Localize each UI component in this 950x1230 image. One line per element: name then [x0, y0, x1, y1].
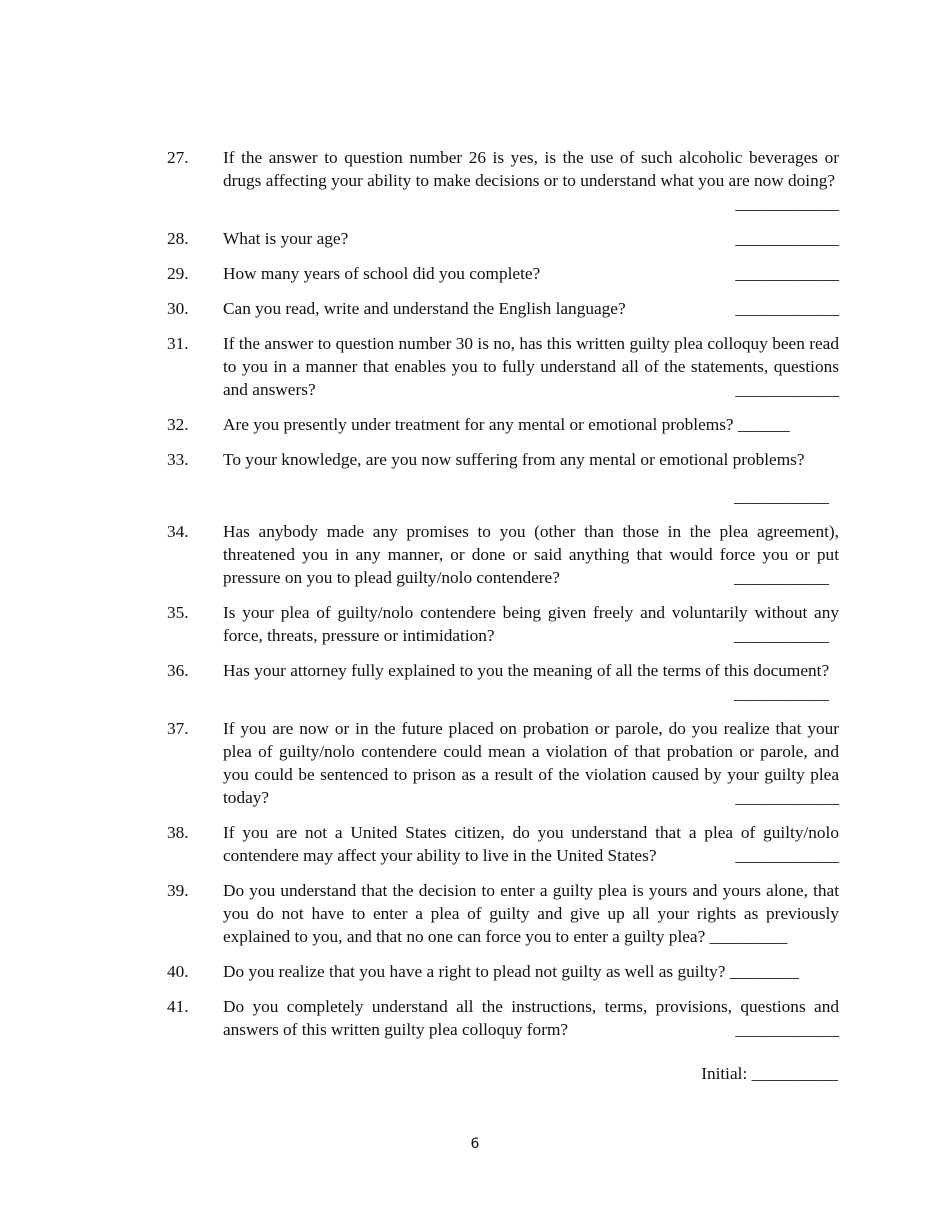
- question-text: If you are now or in the future placed on probation or parole, do you realize that your plea of guilty/nolo contendere could mean a violation of that probation or parole, and you could be sentenced to prison as a result of the violation caused by your guilty plea today?: [223, 719, 839, 807]
- question-text: Is your plea of guilty/nolo contendere being given freely and voluntarily without any force, threats, pressure or intimidation?: [223, 603, 839, 645]
- question-text: If the answer to question number 26 is yes, is the use of such alcoholic beverages or drugs affecting your ability to make decisions or to understand what you are now doing?: [223, 148, 839, 190]
- question-38: [167, 821, 839, 867]
- question-33: [167, 448, 839, 508]
- question-text: How many years of school did you complete?: [223, 264, 541, 283]
- answer-blank[interactable]: ____________: [735, 229, 839, 248]
- answer-blank[interactable]: ____________: [735, 380, 839, 399]
- question-number: 32.: [167, 415, 189, 434]
- answer-blank[interactable]: ___________: [733, 487, 829, 506]
- answer-blank[interactable]: ____________: [735, 194, 839, 213]
- answer-blank[interactable]: ____________: [735, 788, 839, 807]
- question-31: [167, 332, 839, 401]
- answer-blank[interactable]: ___________: [733, 626, 829, 645]
- question-number: 27.: [167, 148, 189, 167]
- question-40: [167, 960, 839, 983]
- question-number: 33.: [167, 450, 189, 469]
- question-text: Has anybody made any promises to you (other than those in the plea agreement), threatened you in any manner, or done or said anything that would force you or put pressure on you to plead guilty/nolo contendere?: [223, 522, 839, 587]
- question-35: [167, 601, 839, 647]
- answer-blank[interactable]: ____________: [735, 264, 839, 283]
- question-number: 34.: [167, 522, 189, 541]
- question-number: 40.: [167, 962, 189, 981]
- answer-blank[interactable]: _________: [709, 927, 788, 946]
- answer-blank[interactable]: ____________: [735, 299, 839, 318]
- answer-blank[interactable]: ______: [737, 415, 790, 434]
- question-text: If you are not a United States citizen, do you understand that a plea of guilty/nolo contendere may affect your ability to live in the United States?: [223, 823, 839, 865]
- question-number: 37.: [167, 719, 189, 738]
- answer-blank[interactable]: ________: [729, 962, 799, 981]
- initial-blank[interactable]: __________: [751, 1064, 838, 1083]
- question-number: 29.: [167, 264, 189, 283]
- question-41: [167, 995, 839, 1041]
- question-36: [167, 659, 839, 705]
- question-text: Can you read, write and understand the English language?: [223, 299, 626, 318]
- question-39: [167, 879, 839, 948]
- question-text: If the answer to question number 30 is no, has this written guilty plea colloquy been read to you in a manner that enables you to fully understand all of the statements, questions and answers?: [223, 334, 839, 399]
- question-28: [167, 227, 839, 250]
- question-text: What is your age?: [223, 229, 349, 248]
- question-text: Has your attorney fully explained to you the meaning of all the terms of this document?: [223, 661, 830, 680]
- question-number: 36.: [167, 661, 189, 680]
- answer-blank[interactable]: ____________: [735, 846, 839, 865]
- question-number: 39.: [167, 881, 189, 900]
- question-number: 38.: [167, 823, 189, 842]
- page-number: 6: [470, 1136, 480, 1152]
- question-number: 30.: [167, 299, 189, 318]
- question-37: [167, 717, 839, 809]
- answer-blank[interactable]: ___________: [733, 684, 829, 703]
- question-number: 28.: [167, 229, 189, 248]
- question-text: Are you presently under treatment for any mental or emotional problems?: [223, 415, 734, 434]
- question-number: 41.: [167, 997, 189, 1016]
- question-30: [167, 297, 839, 320]
- initial-label: Initial:: [701, 1064, 748, 1083]
- initial-line: [701, 1062, 838, 1085]
- question-text: Do you realize that you have a right to plead not guilty as well as guilty?: [223, 962, 726, 981]
- answer-blank[interactable]: ___________: [733, 568, 829, 587]
- question-list: [167, 146, 839, 1053]
- question-27: [167, 146, 839, 215]
- question-34: [167, 520, 839, 589]
- question-text: Do you completely understand all the instructions, terms, provisions, questions and answers of this written guilty plea colloquy form?: [223, 997, 839, 1039]
- question-text: Do you understand that the decision to enter a guilty plea is yours and yours alone, that you do not have to enter a plea of guilty and give up all your rights as previously explained to you, and that no one can force you to enter a guilty plea?: [223, 881, 839, 946]
- answer-blank[interactable]: ____________: [735, 1020, 839, 1039]
- question-32: [167, 413, 839, 436]
- question-number: 31.: [167, 334, 189, 353]
- question-29: [167, 262, 839, 285]
- question-text: To your knowledge, are you now suffering from any mental or emotional problems?: [223, 450, 805, 469]
- question-number: 35.: [167, 603, 189, 622]
